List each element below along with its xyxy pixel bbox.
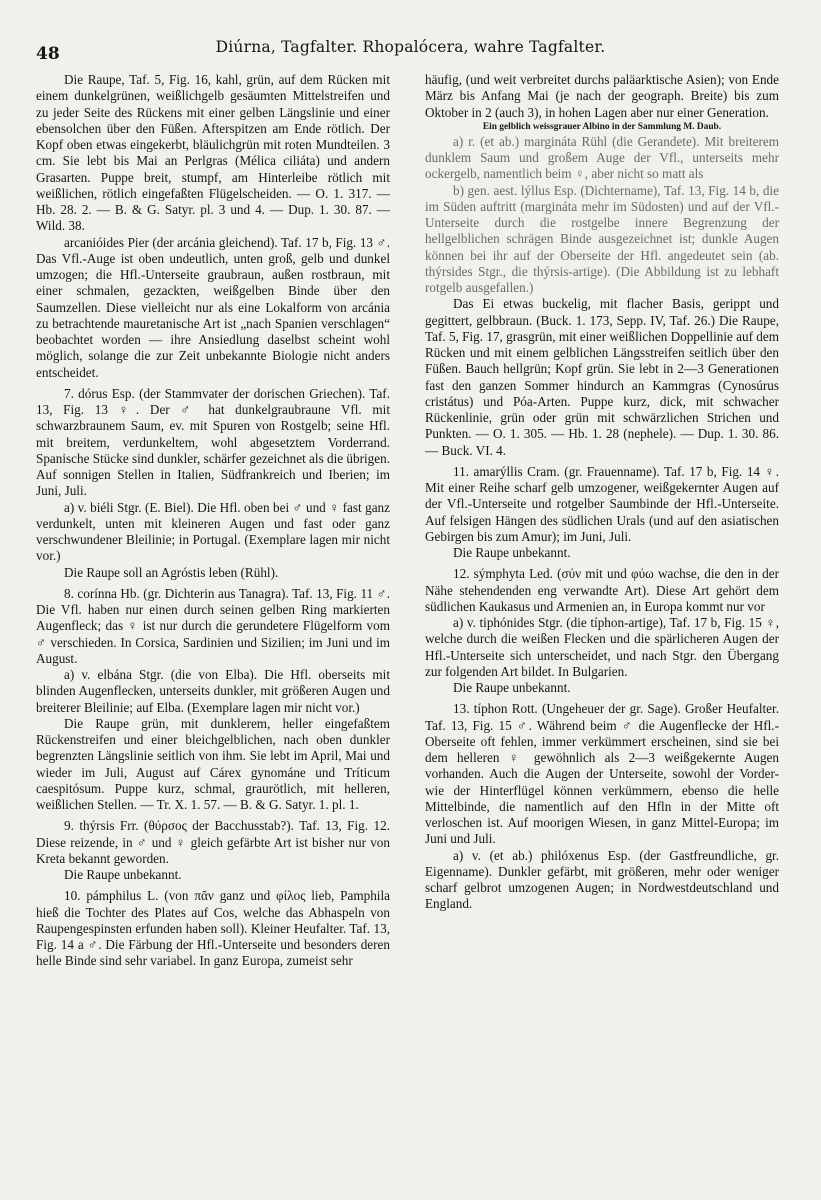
right-text-column	[425, 72, 779, 913]
left-text-column	[36, 72, 390, 970]
variety-entry: a) v. tiphónides Stgr. (die típhon-artige), Taf. 17 b, Fig. 15 ♀, welche durch die weißen Flecken und die spärlicheren Augen der Hfl.-Unterseite sich unterscheidet, und nach Stgr. den Übergang zur folgenden Art bildet. In Bulgarien.	[425, 615, 779, 679]
paragraph: Die Raupe unbekannt.	[453, 545, 571, 560]
paragraph: arcanióides Pier (der arcánia gleichend). Taf. 17 b, Fig. 13 ♂. Das Vfl.-Auge ist oben undeutlich, unten groß, gelb und dunkel umzogen; die Hfl.-Unterseite graubraun, außen rostbraun, mit einer schmalen, gezackten, weißgelben Binde über den Saumzellen. Diese vielleicht nur als eine Lokalform von arcánia zu betrachtende mauretanische Art ist „nach Spanien verschlagen“ beobachtet worden — ihre Ansiedlung daselbst scheint wohl möglich, solange die zur Zeit unbekannte Biologie nicht anders entscheidet.	[36, 234, 390, 380]
footnote: Ein gelblich weissgrauer Albino in der Sammlung M. Daub.	[482, 121, 722, 132]
species-entry: 7. dórus Esp. (der Stammvater der dorischen Griechen). Taf. 13, Fig. 13 ♀. Der ♂ hat dunkelgraubraune Vfl. mit schwarzbraunem Saum, ev. mit Spuren von Rostgelb; seine Hfl. mit breitem, verdunkeltem, wohl abgesetztem Vorderrand. Spanische Stücke sind dunkler, schärfer gezeichnet als die übrigen. Auf sonnigen Stellen in Italien, Südfrankreich und Iberien; im Juni, Juli.	[36, 385, 390, 499]
paragraph: Die Raupe soll an Agróstis leben (Rühl).	[64, 564, 279, 580]
species-entry: 9. thýrsis Frr. (θύρσος der Bacchusstab?). Taf. 13, Fig. 12. Diese reizende, in ♂ und ♀ gleich gefärbte Art ist bisher nur von Kreta bekannt geworden.	[36, 818, 390, 866]
variety-entry: b) gen. aest. lýllus Esp. (Dichtername), Taf. 13, Fig. 14 b, die im Süden auftritt (margináta mehr im Südosten) und auf der Vfl.-Unterseite durch die rostgelbe innere Begrenzung der hellgelblichen schrägen Binde ausgezeichnet ist; dunkle Augen können bei ihr auf der Oberseite der Hfl. angedeutet sein (ab. thýrsides Stgr., die thýrsis-artige). (Die Abbildung ist zu lebhaft rotgelb ausgefallen.)	[425, 182, 779, 295]
species-entry: 12. sýmphyta Led. (σύν mit und φύω wachse, die den in der Nähe stehendenden eng verwandte Art). Diese Art gehört dem südlichen Kaukasus und Armenien an, in Europa kommt nur vor	[425, 566, 779, 614]
species-entry: 13. típhon Rott. (Ungeheuer der gr. Sage). Großer Heufalter. Taf. 13, Fig. 15 ♂. Während beim ♂ die Augenflecke der Hfl.-Oberseite oft fehlen, immer verkümmert erscheinen, sind sie bei dem helleren ♀ gewöhnlich als 2—3 weißgekernte Augen vorhanden. Auch die Augen der Unterseite, sowohl der Vorder- wie der Hinterflügel können verkümmern, ebenso die helle Mittelbinde, die namentlich auf den Hfln in der Mitte oft verloschen ist. Auf moorigen Wiesen, in ganz Mittel-Europa; im Juni und Juli.	[425, 701, 779, 847]
paragraph: Die Raupe, Taf. 5, Fig. 16, kahl, grün, auf dem Rücken mit einem dunkelgrünen, weißlichgelb gesäumten Mittelstreifen und zu jeder Seite des Rückens mit einer gelben Längslinie und einer ebensolchen über den Füßen. Afterspitzen am Ende rötlich. Der Kopf oben etwas eingekerbt, bläulichgrün mit roten Mundteilen. 3 cm. Sie lebt bis Mai an Perlgras (Mélica ciliáta) und andern Grasarten. Puppe breit, stumpf, am Hinterleibe rötlich mit weißlichen, rötlich eingefaßten Flügelscheiden. — O. 1. 317. — Hb. 28. 2. — B. & G. Satyr. pl. 3 und 4. — Dup. 1. 30. 87. — Wild. 38.	[36, 72, 390, 234]
paragraph: Die Raupe unbekannt.	[453, 680, 571, 695]
variety-entry: a) v. (et ab.) philóxenus Esp. (der Gastfreundliche, gr. Eigenname). Dunkler gefärbt, mit größeren, mehr oder weniger scharf gelbrot umzogenen Augen; in Nordwestdeutschland und England.	[425, 847, 779, 912]
running-head: Diúrna, Tagfalter. Rhopalócera, wahre Tagfalter.	[215, 38, 606, 56]
paragraph: Die Raupe grün, mit dunklerem, heller eingefaßtem Rückenstreifen und einer bleichgelblichen, nach oben dunkler begrenzten Längslinie seitlich von ihm. Sie lebt im April, Mai und wieder im Juli, August auf Cárex gynománe und Tríticum caespitósum. Puppe kurz, schmal, graurötlich, mit helleren, weißlichen Stellen. — Tr. X. 1. 57. — B. & G. Satyr. 1. pl. 1.	[36, 715, 390, 812]
variety-entry: a) v. biéli Stgr. (E. Biel). Die Hfl. oben bei ♂ und ♀ fast ganz verdunkelt, unten mit kleineren Augen und fast oder ganz verschwundener Bleilinie; in Portugal. (Exemplare lagen mir nicht vor.)	[36, 499, 390, 564]
variety-entry: a) v. elbána Stgr. (die von Elba). Die Hfl. oberseits mit blinden Augenflecken, unterseits dunkler, mit größeren Augen und breiterer Bleilinie; auf Elba. (Exemplare lagen mir nicht vor.)	[36, 667, 390, 715]
paragraph: Das Ei etwas buckelig, mit flacher Basis, gerippt und gegittert, gelbbraun. (Buck. 1. 173, Sepp. IV, Taf. 26.) Die Raupe, Taf. 5, Fig. 17, grasgrün, mit einer weißlichen Doppellinie auf dem Rücken und mit einem gelblichen Längsstreifen seitlich über den Füßen. Bauch hellgrün; Kopf grün. Sie lebt in 2—3 Generationen fast den ganzen Sommer hindurch an Kammgras (Cynosúrus cristátus) und Póa-Arten. Puppe kurz, dick, mit schwacher Rückenlinie, grün oder grün mit schwärzlichen Strichen und Punkten. — O. 1. 305. — Hb. 1. 28 (nephele). — Dup. 1. 30. 86. — Buck. VI. 4.	[425, 296, 779, 458]
paragraph: häufig, (und weit verbreitet durchs paläarktische Asien); von Ende März bis Anfang Mai (je nach der geograph. Breite) bis zum Oktober in 2 (auch 3), in hohen Lagen aber nur einer Generation.	[425, 72, 779, 120]
paragraph: Die Raupe unbekannt.	[64, 867, 182, 882]
page-number: 48	[36, 44, 60, 64]
species-entry: 8. corínna Hb. (gr. Dichterin aus Tanagra). Taf. 13, Fig. 11 ♂. Die Vfl. haben nur einen durch seinen gelben Ring markierten Augenfleck; das ♀ ist nur durch die gerundetere Flügelform vom ♂ verschieden. In Corsica, Sardinien und Sizilien; im Juni und im August.	[36, 585, 390, 666]
variety-entry: a) r. (et ab.) margináta Rühl (die Gerandete). Mit breiterem dunklem Saum und großem Auge der Vfl., unterseits mehr ockergelb, namentlich beim ♀, aber nicht so matt als	[425, 133, 779, 182]
species-entry: 11. amarýllis Cram. (gr. Frauenname). Taf. 17 b, Fig. 14 ♀. Mit einer Reihe scharf gelb umzogener, weißgekernter Augen auf der Vfl.-Unterseite und rotgelber Saumbinde der Hfl.-Unterseite. Auf felsigen Hängen des südlichen Urals (und auf den asiatischen Gebirgen bis zum Amur); im Juni, Juli.	[425, 463, 779, 544]
species-entry: 10. pámphilus L. (von πᾶν ganz und φίλος lieb, Pamphila hieß die Tochter des Plates auf Cos, welche das Abhaspeln von Raupengespinsten erfunden haben soll). Kleiner Heufalter. Taf. 13, Fig. 14 a ♂. Die Färbung der Hfl.-Unterseite und besonders deren helle Binde sind sehr variabel. In ganz Europa, zumeist sehr	[36, 888, 390, 969]
